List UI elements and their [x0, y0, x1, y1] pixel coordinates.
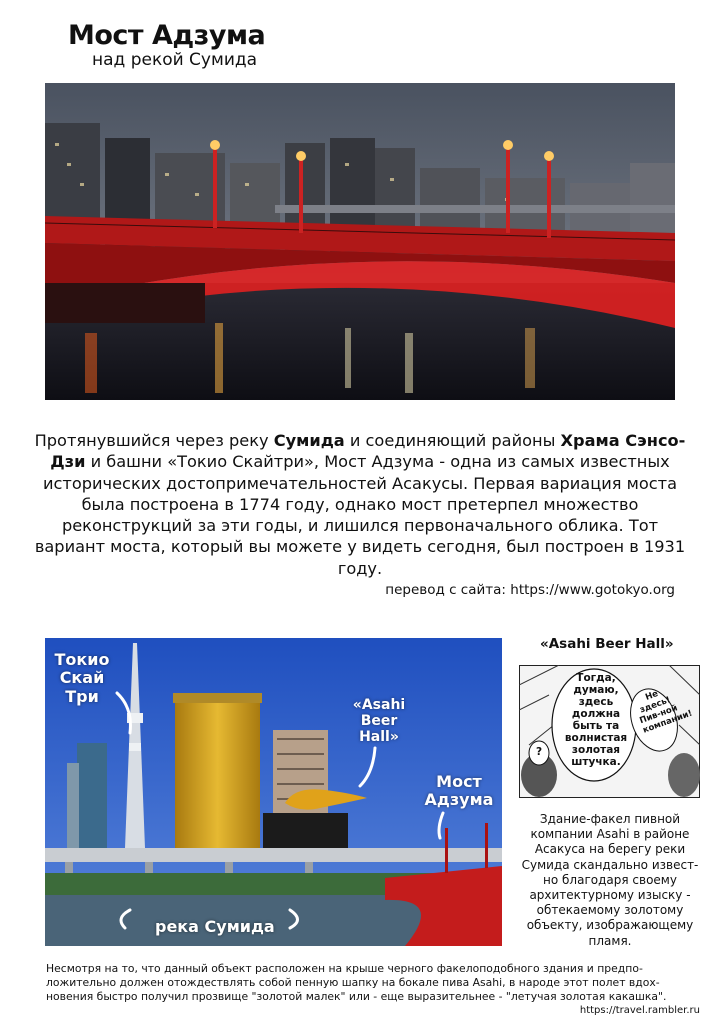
description-paragraph	[30, 430, 690, 579]
sidebar-heading: «Asahi Beer Hall»	[540, 636, 674, 652]
para-bold-sumida: Сумида	[273, 431, 345, 450]
manga-bubble-main: Тогда, думаю, здесь должна быть та волнистая золотая штучка.	[564, 672, 628, 768]
label-asahi-beer-hall: «Asahi Beer Hall»	[352, 697, 406, 746]
source-credit: перевод с сайта: https://www.gotokyo.org	[385, 582, 675, 598]
para-text-1: Протянувшийся через реку	[34, 431, 274, 450]
label-azuma-bridge: Мост Адзума	[424, 772, 494, 810]
manga-bubble-question: ?	[535, 746, 543, 758]
para-bold-temple: Храма Сэнсо-Дзи	[50, 431, 686, 472]
footer-url: https://travel.rambler.ru	[579, 1005, 700, 1016]
page-subtitle: над рекой Сумида	[92, 50, 258, 70]
para-text-3: и башни «Токио Скайтри», Мост Адзума - одна из самых известных исторических достопримечательностей Асакусы. Первая вариация моста была построена в 1774 году, однако мост претерпел множество реконструкций за эти годы, и лишился первоначального облика. Тот вариант моста, который вы можете у видеть сегодня, был построен в 1931 году.	[34, 452, 686, 578]
footer-note: Несмотря на то, что данный объект расположен на крыше черного факелоподобного здания и предпо-ложительно должен отождествлять собой пенную шапку на бокале пива Asahi, в народе этот полет вдох-новения быстро получил прозвище "золотой малек" или - еще выразительнее - "летучая золотая какашка".	[46, 962, 667, 1004]
label-sumida-river: река Сумида	[155, 917, 275, 936]
label-tokyo-skytree: Токио Скай Три	[54, 650, 110, 706]
bridge-night-photo	[45, 83, 675, 400]
para-text-2: и соединяющий районы	[344, 431, 561, 450]
sidebar-description: Здание-факел пивной компании Asahi в районе Асакуса на берегу реки Сумида скандально извест-но благодаря своему архитектурному изыску - обтекаемому золотому объекту, изображающему пламя.	[521, 812, 699, 948]
manga-bubble-small: Не здесь! Пив-ной компании!	[638, 689, 694, 736]
page-title: Мост Адзума	[68, 20, 266, 51]
